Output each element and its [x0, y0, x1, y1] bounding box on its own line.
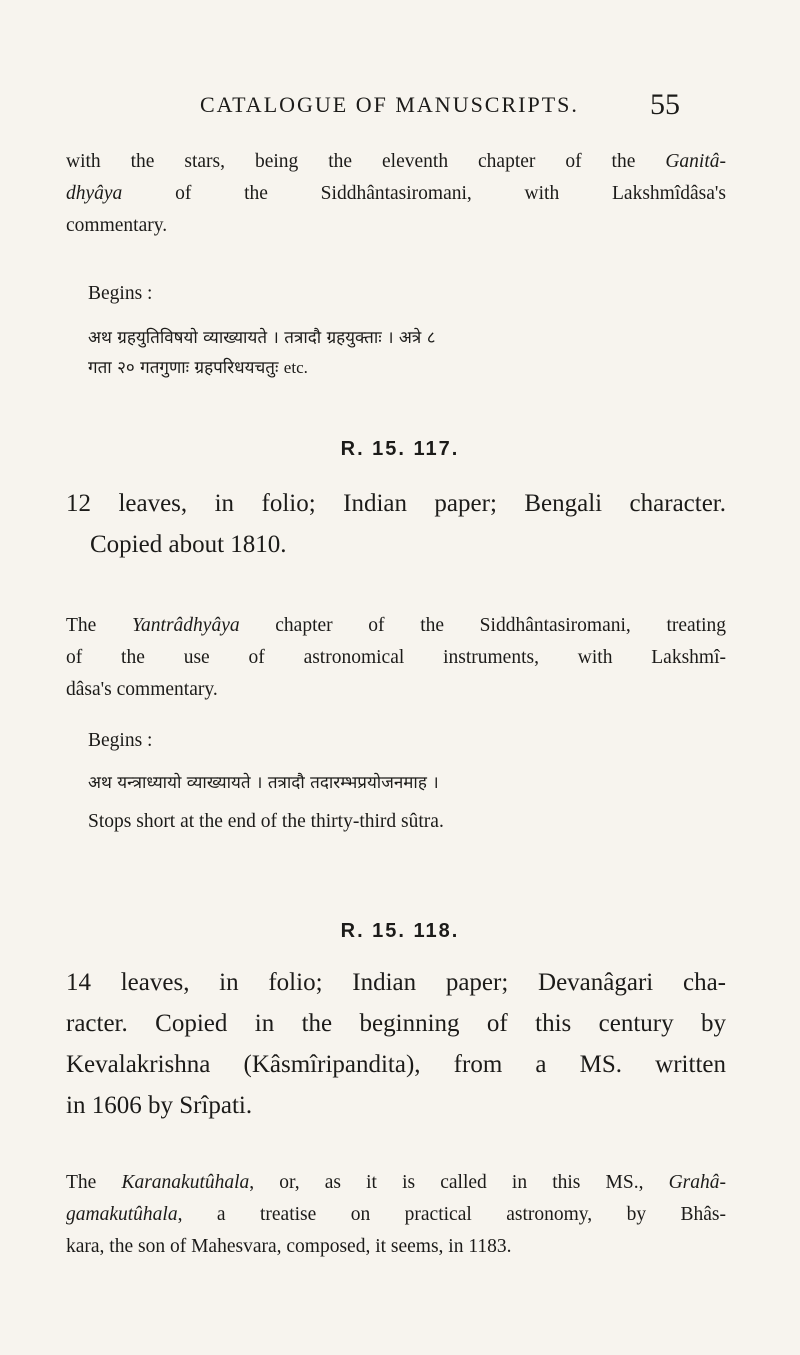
entry-heading-118: R. 15. 118.	[340, 920, 460, 942]
intro-paragraph	[66, 146, 726, 242]
text-line: of the use of astronomical instruments, with Lakshmî-	[66, 647, 726, 668]
running-head-title: CATALOGUE OF MANUSCRIPTS.	[200, 92, 579, 117]
text-line: commentary.	[66, 215, 168, 236]
entry-118-text	[66, 1167, 726, 1263]
description-line: racter. Copied in the beginning of this century by	[66, 1010, 726, 1037]
text-line: with the stars, being the eleventh chapter of the Ganitâ-	[66, 151, 726, 172]
description-line: 14 leaves, in folio; Indian paper; Devanâgari cha-	[66, 969, 726, 996]
text-line: The Karanakutûhala, or, as it is called in this MS., Grahâ-	[66, 1172, 726, 1193]
sanskrit-quote: अथ यन्त्राध्यायो व्याख्यायते । तत्रादौ तदारम्भप्रयोजनमाह ।	[88, 773, 439, 793]
text-line: gamakutûhala, a treatise on practical astronomy, by Bhâs-	[66, 1204, 726, 1225]
entry-117-text	[66, 610, 726, 706]
page-number: 55	[650, 88, 680, 121]
entry-118-description	[66, 962, 726, 1126]
entry-117-description	[66, 483, 726, 565]
entry-heading-117: R. 15. 117.	[340, 438, 460, 460]
description-line: Copied about 1810.	[90, 531, 287, 558]
sanskrit-quote	[88, 323, 728, 383]
text-line: kara, the son of Mahesvara, composed, it seems, in 1183.	[66, 1236, 512, 1257]
sanskrit-line: गता २० गतगुणाः ग्रहपरिधयचतुः etc.	[88, 358, 308, 378]
description-line: Kevalakrishna (Kâsmîripandita), from a MS. written	[66, 1051, 726, 1078]
description-line: 12 leaves, in folio; Indian paper; Bengali character.	[66, 490, 726, 517]
text-line: The Yantrâdhyâya chapter of the Siddhântasiromani, treating	[66, 615, 726, 636]
text-line: dhyâya of the Siddhântasiromani, with Lakshmîdâsa's	[66, 183, 726, 204]
sanskrit-line: अथ ग्रहयुतिविषयो व्याख्यायते । तत्रादौ ग्रहयुक्ताः । अत्रे ८	[88, 328, 436, 348]
running-head	[200, 88, 680, 122]
etc-abbrev: etc.	[283, 358, 308, 377]
begins-label: Begins :	[88, 283, 153, 304]
stops-note: Stops short at the end of the thirty-third sûtra.	[88, 811, 444, 832]
description-line: in 1606 by Srîpati.	[66, 1092, 253, 1119]
text-line: dâsa's commentary.	[66, 679, 218, 700]
begins-label: Begins :	[88, 730, 153, 751]
